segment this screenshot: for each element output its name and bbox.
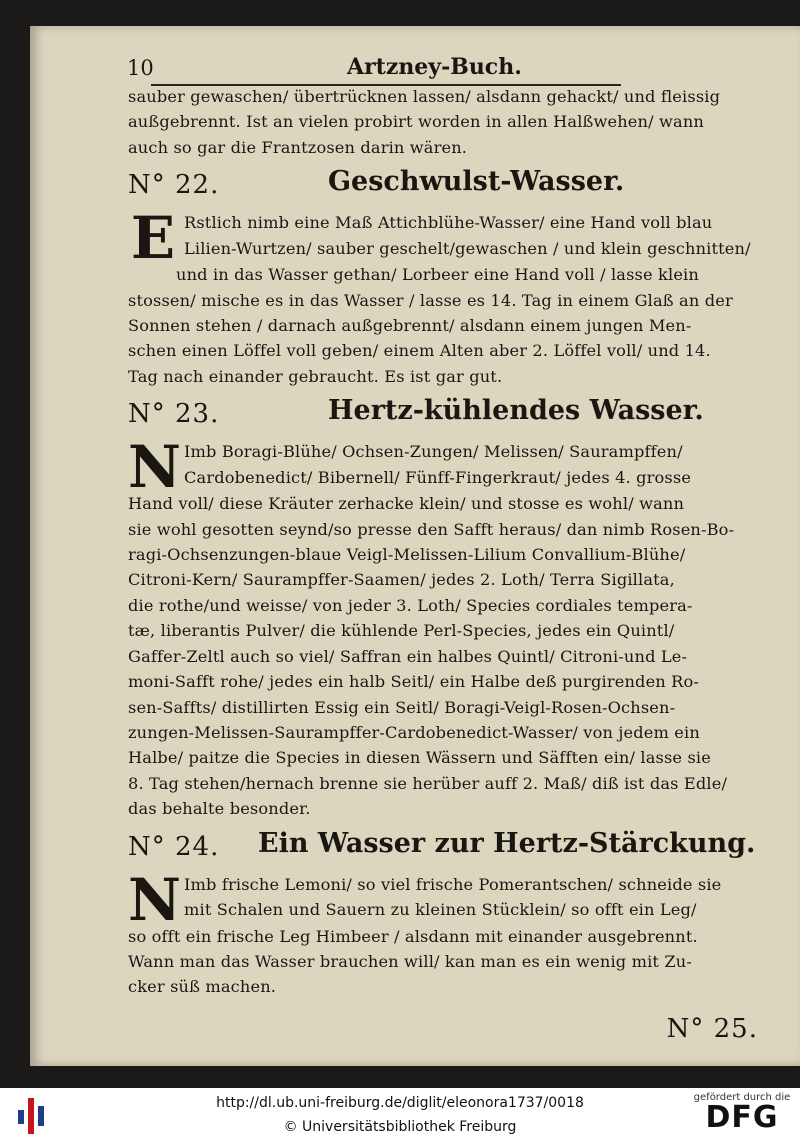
text-line: mit Schalen und Sauern zu kleinen Stücklein/ so offt ein Leg/ (184, 899, 697, 919)
recipe-list (128, 166, 758, 1000)
copyright-notice: © Universitätsbibliothek Freiburg (283, 1119, 517, 1135)
text-line: Wann man das Wasser brauchen will/ kan man es ein wenig mit Zu- (128, 951, 692, 971)
viewer-footer (0, 1088, 800, 1145)
drop-cap-initial: N (128, 865, 182, 934)
text-line: Imb frische Lemoni/ so viel frische Pomerantschen/ schneide sie (184, 874, 722, 894)
text-line: außgebrennt. Ist an vielen probirt worden in allen Halßwehen/ wann (128, 112, 704, 132)
text-line: moni-Safft rohe/ jedes ein halb Seitl/ ein Halbe deß purgirenden Ro- (128, 672, 700, 692)
recipe-heading (128, 395, 758, 435)
text-line: sie wohl gesotten seynd/so presse den Safft heraus/ dan nimb Rosen-Bo- (128, 519, 735, 539)
recipe-title: Hertz-kühlendes Wasser. (328, 395, 704, 427)
recipe-number: N° 24. (128, 831, 220, 862)
recipe-title: Ein Wasser zur Hertz-Stärckung. (258, 827, 756, 859)
text-line: und in das Wasser gethan/ Lorbeer eine Hand voll / lasse klein (176, 265, 699, 285)
text-line: Lilien-Wurtzen/ sauber geschelt/gewaschen / und klein geschnitten/ (184, 238, 751, 258)
text-line: cker süß machen. (128, 977, 277, 997)
page-number: 10 (127, 56, 154, 80)
text-line: zungen-Melissen-Saurampffer-Cardobenedict-Wasser/ von jedem ein (128, 722, 700, 742)
text-line: stossen/ mische es in das Wasser / lasse es 14. Tag in einem Glaß an der (128, 290, 733, 310)
text-line: sauber gewaschen/ übertrücknen lassen/ alsdann gehackt/ und fleissig (128, 87, 721, 106)
text-line: 8. Tag stehen/hernach brenne sie herüber auff 2. Maß/ diß ist das Edle/ (128, 773, 728, 793)
text-line: Rstlich nimb eine Maß Attichblühe-Wasser/ eine Hand voll blau (184, 213, 713, 233)
recipe-text (128, 865, 758, 1000)
catchword: N° 25. (666, 1013, 758, 1044)
dfg-logo (692, 1092, 792, 1133)
text-line: Gaffer-Zeltl auch so viel/ Saffran ein halbes Quintl/ Citroni-und Le- (128, 646, 688, 666)
dfg-wordmark: DFG (705, 1100, 779, 1135)
text-line: so offt ein frische Leg Himbeer / alsdann mit einander ausgebrennt. (128, 926, 698, 946)
text-line: Cardobenedict/ Bibernell/ Fünff-Fingerkraut/ jedes 4. grosse (184, 467, 692, 487)
running-title: Artzney-Buch. (347, 54, 522, 80)
recipe-heading (128, 166, 758, 206)
recipe-title: Geschwulst-Wasser. (328, 166, 625, 198)
text-line: auch so gar die Frantzosen darin wären. (128, 137, 468, 157)
recipe-text (128, 433, 758, 821)
recipe-section (128, 395, 758, 821)
dfg-caption: gefördert durch die (693, 1092, 791, 1103)
text-line: Hand voll/ diese Kräuter zerhacke klein/ und stosse es wohl/ wann (128, 494, 685, 514)
text-line: Tag nach einander gebraucht. Es ist gar gut. (128, 366, 503, 386)
recipe-section (128, 166, 758, 389)
text-line: Halbe/ paitze die Species in diesen Wässern und Säfften ein/ lasse sie (128, 748, 711, 768)
recipe-number: N° 22. (128, 170, 220, 201)
recipe-text (128, 204, 758, 389)
drop-cap-initial: N (128, 433, 182, 502)
text-line: das behalte besonder. (128, 799, 311, 819)
text-line: Citroni-Kern/ Saurampffer-Saamen/ jedes 2. Loth/ Terra Sigillata, (128, 570, 675, 590)
text-line: Sonnen stehen / darnach außgebrennt/ alsdann einem jungen Men- (128, 316, 692, 336)
text-line: ragi-Ochsenzungen-blaue Veigl-Melissen-Lilium Convallium-Blühe/ (128, 545, 686, 565)
drop-cap-initial: E (130, 204, 176, 273)
recipe-section (128, 828, 758, 1000)
text-line: Imb Boragi-Blühe/ Ochsen-Zungen/ Melissen/ Saurampffen/ (184, 442, 683, 462)
recipe-heading (128, 828, 758, 868)
recipe-number: N° 23. (128, 399, 220, 430)
permalink-url[interactable]: http://dl.ub.uni-freiburg.de/diglit/eleonora1737/0018 (216, 1095, 584, 1111)
page-body (128, 84, 758, 1044)
text-line: die rothe/und weisse/ von jeder 3. Loth/ Species cordiales tempera- (128, 595, 693, 615)
intro-paragraph (128, 84, 758, 160)
text-line: schen einen Löffel voll geben/ einem Alten aber 2. Löffel voll/ und 14. (128, 341, 711, 361)
text-line: tæ, liberantis Pulver/ die kühlende Perl-Species, jedes ein Quintl/ (128, 621, 675, 641)
text-line: sen-Saffts/ distillirten Essig ein Seitl/ Boragi-Veigl-Rosen-Ochsen- (128, 697, 676, 717)
